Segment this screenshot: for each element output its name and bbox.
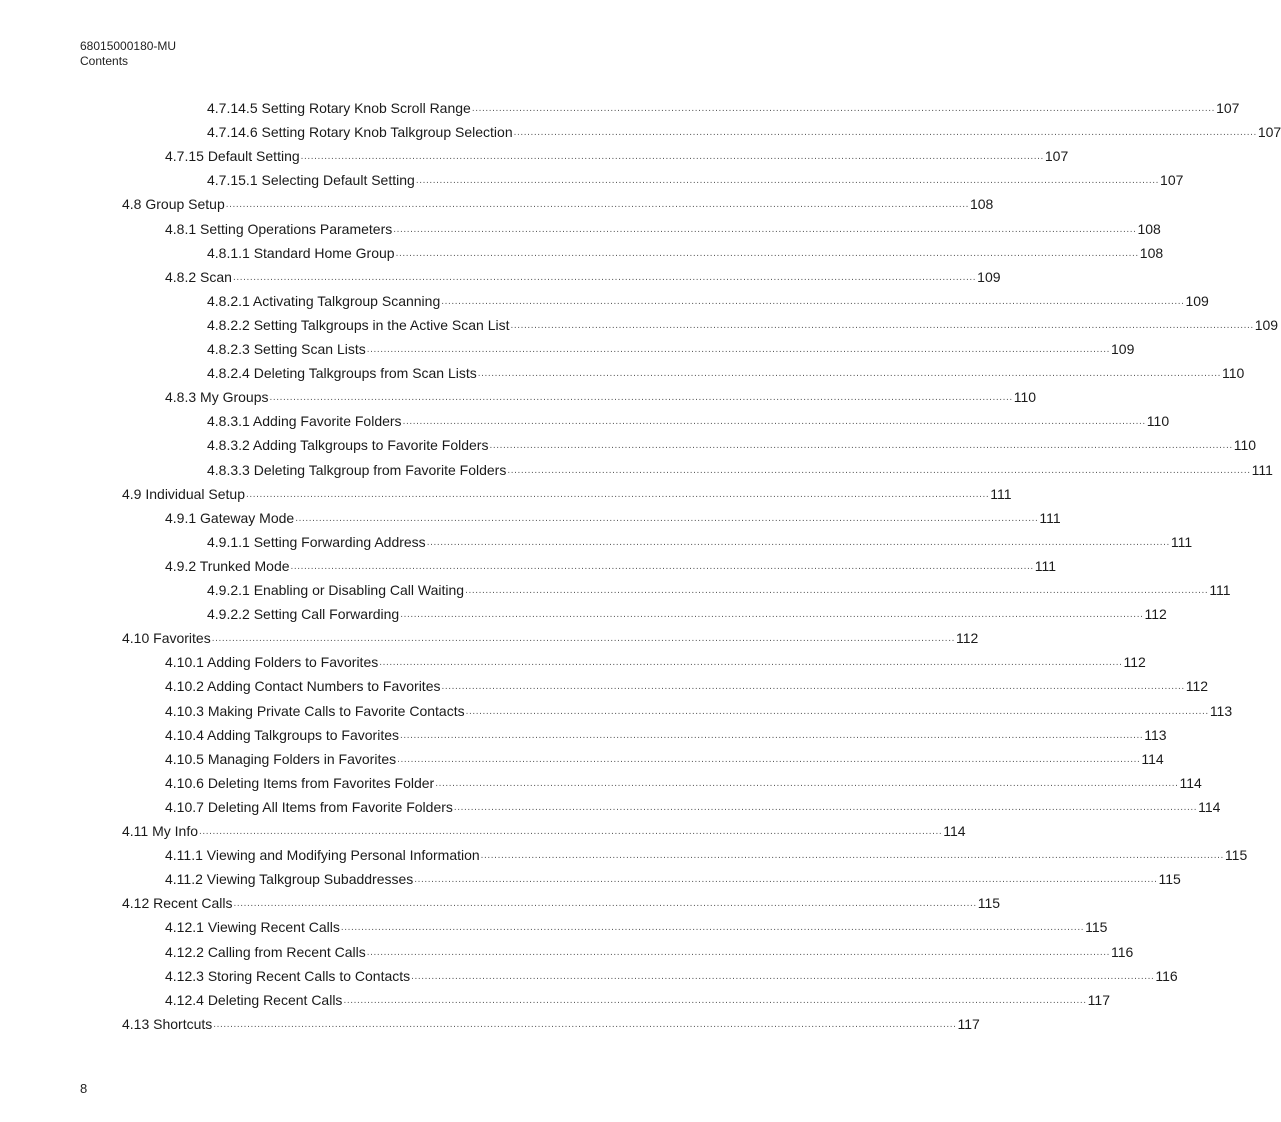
- toc-entry[interactable]: [165, 385, 1037, 409]
- toc-entry-page: 111: [1034, 557, 1057, 574]
- toc-entry[interactable]: [122, 1012, 980, 1036]
- toc-entry[interactable]: [165, 867, 1181, 891]
- toc-entry-title: 4.8.2 Scan: [165, 268, 232, 285]
- toc-entry[interactable]: [207, 433, 1257, 457]
- toc-entry-title: 4.11 My Info: [122, 823, 199, 839]
- toc-leader-dots: ............................................................................................................................................................................................................................: [415, 175, 1160, 187]
- toc-leader-dots: ............................................................................................................................................................................................................................: [414, 874, 1158, 886]
- toc-entry-page: 107: [1257, 124, 1281, 141]
- toc-entry[interactable]: [207, 168, 1184, 192]
- toc-leader-dots: ............................................................................................................................................................................................................................: [489, 440, 1233, 452]
- toc-entry-title: 4.10.4 Adding Talkgroups to Favorites: [165, 726, 400, 743]
- toc-entry-page: 114: [943, 823, 966, 839]
- toc-entry[interactable]: [165, 265, 1001, 289]
- toc-entry[interactable]: [207, 602, 1167, 626]
- toc-leader-dots: ............................................................................................................................................................................................................................: [510, 319, 1254, 331]
- toc-entry-page: 111: [1039, 509, 1061, 526]
- toc-entry-page: 117: [957, 1015, 980, 1032]
- toc-entry[interactable]: [207, 578, 1231, 602]
- toc-entry-title: 4.10.6 Deleting Items from Favorites Folder: [165, 774, 435, 791]
- toc-entry[interactable]: [165, 554, 1057, 578]
- toc-entry-title: 4.8.2.2 Setting Talkgroups in the Active Scan List: [207, 316, 510, 333]
- toc-entry-title: 4.11.1 Viewing and Modifying Personal Information: [165, 847, 480, 864]
- toc-entry-page: 108: [969, 196, 994, 213]
- toc-leader-dots: ............................................................................................................................................................................................................................: [480, 850, 1224, 862]
- toc-entry-title: 4.8.3 My Groups: [165, 389, 269, 406]
- toc-entry[interactable]: [122, 819, 966, 843]
- toc-entry-title: 4.10.3 Making Private Calls to Favorite Contacts: [165, 702, 465, 719]
- toc-entry[interactable]: [165, 843, 1248, 867]
- toc-entry[interactable]: [207, 530, 1193, 554]
- toc-entry-page: 109: [977, 268, 1001, 285]
- toc-entry-page: 112: [955, 630, 979, 647]
- toc-entry[interactable]: [165, 747, 1164, 771]
- toc-entry-page: 113: [1209, 702, 1233, 719]
- toc-entry[interactable]: [165, 650, 1146, 674]
- toc-entry[interactable]: [207, 337, 1135, 361]
- toc-entry-title: 4.12.2 Calling from Recent Calls: [165, 943, 366, 960]
- toc-leader-dots: ............................................................................................................................................................................................................................: [400, 729, 1144, 741]
- toc-entry[interactable]: [165, 217, 1161, 241]
- toc-entry-title: 4.12.3 Storing Recent Calls to Contacts: [165, 967, 411, 984]
- toc-entry-title: 4.12.4 Deleting Recent Calls: [165, 991, 343, 1008]
- toc-entry-page: 114: [1141, 750, 1164, 767]
- toc-leader-dots: ............................................................................................................................................................................................................................: [290, 560, 1034, 572]
- toc-leader-dots: ............................................................................................................................................................................................................................: [402, 416, 1146, 428]
- toc-entry[interactable]: [165, 674, 1209, 698]
- toc-entry[interactable]: [122, 482, 1012, 506]
- document-id: 68015000180-MU: [80, 39, 177, 53]
- toc-entry-page: 117: [1087, 991, 1110, 1008]
- toc-entry[interactable]: [165, 771, 1202, 795]
- toc-entry-title: 4.9 Individual Setup: [122, 485, 245, 502]
- toc-leader-dots: ............................................................................................................................................................................................................................: [441, 681, 1185, 693]
- toc-entry-title: 4.9.2.2 Setting Call Forwarding: [207, 606, 400, 623]
- toc-entry-page: 109: [1111, 341, 1135, 357]
- section-title: Contents: [80, 54, 129, 68]
- toc-leader-dots: ............................................................................................................................................................................................................................: [199, 826, 943, 837]
- toc-leader-dots: ............................................................................................................................................................................................................................: [465, 585, 1209, 596]
- toc-entry-title: 4.9.2.1 Enabling or Disabling Call Waiting: [207, 582, 465, 598]
- toc-entry-title: 4.13 Shortcuts: [122, 1015, 213, 1032]
- toc-entry-page: 109: [1254, 316, 1279, 333]
- toc-entry[interactable]: [207, 313, 1279, 337]
- toc-entry-title: 4.8.3.2 Adding Talkgroups to Favorite Folders: [207, 437, 489, 454]
- toc-entry-title: 4.12.1 Viewing Recent Calls: [165, 919, 340, 936]
- toc-entry-page: 116: [1155, 967, 1178, 984]
- toc-leader-dots: ............................................................................................................................................................................................................................: [300, 151, 1044, 163]
- toc-entry-page: 114: [1198, 798, 1221, 815]
- toc-entry[interactable]: [165, 940, 1134, 964]
- toc-leader-dots: ............................................................................................................................................................................................................................: [400, 609, 1144, 621]
- toc-entry-title: 4.8.1.1 Standard Home Group: [207, 244, 395, 261]
- toc-entry-title: 4.7.14.5 Setting Rotary Knob Scroll Range: [207, 100, 471, 116]
- toc-entry-page: 110: [1146, 413, 1170, 430]
- toc-leader-dots: ............................................................................................................................................................................................................................: [233, 898, 977, 910]
- toc-entry[interactable]: [207, 120, 1281, 144]
- toc-entry-page: 112: [1123, 654, 1146, 671]
- toc-entry-page: 110: [1233, 437, 1257, 454]
- toc-entry-title: 4.8.3.1 Adding Favorite Folders: [207, 413, 402, 430]
- toc-entry-page: 107: [1044, 148, 1069, 165]
- toc-entry[interactable]: [207, 458, 1273, 482]
- toc-entry[interactable]: [165, 144, 1069, 168]
- toc-entry[interactable]: [165, 915, 1108, 939]
- toc-entry-page: 115: [1224, 847, 1248, 864]
- toc-leader-dots: ............................................................................................................................................................................................................................: [395, 247, 1139, 259]
- toc-leader-dots: ............................................................................................................................................................................................................................: [245, 488, 990, 500]
- toc-entry[interactable]: [122, 891, 1001, 915]
- toc-entry-title: 4.9.1.1 Setting Forwarding Address: [207, 533, 426, 550]
- toc-entry[interactable]: [207, 241, 1164, 265]
- toc-entry-title: 4.11.2 Viewing Talkgroup Subaddresses: [165, 871, 414, 888]
- toc-entry-page: 116: [1111, 943, 1134, 960]
- toc-entry-title: 4.10.2 Adding Contact Numbers to Favorites: [165, 678, 441, 695]
- toc-entry-page: 112: [1185, 678, 1209, 695]
- toc-entry-title: 4.8.2.4 Deleting Talkgroups from Scan Lists: [207, 365, 477, 382]
- toc-entry[interactable]: [207, 96, 1240, 120]
- toc-leader-dots: ............................................................................................................................................................................................................................: [340, 922, 1085, 934]
- toc-entry[interactable]: [207, 289, 1209, 313]
- toc-entry-page: 110: [1013, 389, 1037, 406]
- toc-entry-title: 4.8 Group Setup: [122, 196, 225, 213]
- toc-leader-dots: ............................................................................................................................................................................................................................: [465, 705, 1209, 717]
- toc-leader-dots: ............................................................................................................................................................................................................................: [426, 536, 1170, 548]
- toc-entry-page: 109: [1185, 292, 1209, 309]
- toc-entry-page: 107: [1160, 172, 1184, 189]
- toc-leader-dots: ............................................................................................................................................................................................................................: [269, 392, 1013, 404]
- page-number: 8: [80, 1081, 88, 1096]
- toc-leader-dots: ............................................................................................................................................................................................................................: [232, 271, 977, 283]
- toc-entry[interactable]: [165, 723, 1167, 747]
- toc-entry-page: 108: [1137, 220, 1161, 237]
- toc-entry-page: 107: [1216, 100, 1240, 116]
- toc-entry-page: 113: [1144, 726, 1167, 743]
- toc-entry[interactable]: [122, 626, 979, 650]
- toc-entry-page: 114: [1179, 774, 1202, 791]
- toc-entry-title: 4.7.14.6 Setting Rotary Knob Talkgroup Selection: [207, 124, 513, 141]
- toc-leader-dots: ............................................................................................................................................................................................................................: [471, 103, 1216, 114]
- toc-entry-page: 110: [1222, 365, 1245, 382]
- page-header: [80, 39, 176, 69]
- toc-leader-dots: ............................................................................................................................................................................................................................: [411, 970, 1155, 982]
- toc-entry-page: 112: [1144, 606, 1167, 623]
- toc-leader-dots: ............................................................................................................................................................................................................................: [507, 464, 1251, 476]
- toc-entry-title: 4.12 Recent Calls: [122, 895, 233, 912]
- toc-leader-dots: ............................................................................................................................................................................................................................: [366, 344, 1110, 355]
- toc-leader-dots: ............................................................................................................................................................................................................................: [379, 657, 1123, 669]
- toc-entry-title: 4.7.15 Default Setting: [165, 148, 300, 165]
- toc-leader-dots: ............................................................................................................................................................................................................................: [435, 777, 1179, 789]
- toc-leader-dots: ............................................................................................................................................................................................................................: [211, 633, 955, 645]
- toc-entry-page: 111: [1170, 533, 1193, 550]
- toc-entry-title: 4.10.1 Adding Folders to Favorites: [165, 654, 379, 671]
- toc-leader-dots: ............................................................................................................................................................................................................................: [366, 946, 1110, 958]
- toc-leader-dots: ............................................................................................................................................................................................................................: [213, 1018, 957, 1030]
- toc-leader-dots: ............................................................................................................................................................................................................................: [397, 753, 1141, 765]
- toc-entry[interactable]: [165, 506, 1061, 530]
- toc-entry-page: 111: [1251, 461, 1273, 478]
- toc-entry-page: 111: [1209, 582, 1231, 598]
- toc-leader-dots: ............................................................................................................................................................................................................................: [225, 199, 969, 211]
- toc-entry[interactable]: [165, 964, 1178, 988]
- toc-entry-title: 4.9.2 Trunked Mode: [165, 557, 290, 574]
- toc-entry-title: 4.8.1 Setting Operations Parameters: [165, 220, 393, 237]
- toc-leader-dots: ............................................................................................................................................................................................................................: [453, 801, 1198, 813]
- toc-leader-dots: ............................................................................................................................................................................................................................: [295, 512, 1039, 524]
- toc-entry[interactable]: [207, 409, 1170, 433]
- toc-entry-title: 4.9.1 Gateway Mode: [165, 509, 295, 526]
- toc-entry-title: 4.10 Favorites: [122, 630, 211, 647]
- toc-entry-title: 4.10.7 Deleting All Items from Favorite Folders: [165, 798, 453, 815]
- toc-entry-title: 4.8.2.1 Activating Talkgroup Scanning: [207, 292, 441, 309]
- toc-entry-title: 4.8.2.3 Setting Scan Lists: [207, 341, 366, 357]
- toc-leader-dots: ............................................................................................................................................................................................................................: [441, 295, 1185, 307]
- toc-leader-dots: ............................................................................................................................................................................................................................: [343, 994, 1087, 1006]
- toc-leader-dots: ............................................................................................................................................................................................................................: [513, 127, 1257, 139]
- toc-entry[interactable]: [207, 361, 1245, 385]
- toc-entry-page: 115: [1158, 871, 1181, 888]
- toc-entry[interactable]: [165, 988, 1110, 1012]
- toc-entry-page: 115: [1085, 919, 1108, 936]
- toc-entry[interactable]: [165, 795, 1221, 819]
- toc-entry-page: 111: [990, 485, 1012, 502]
- toc-entry-title: 4.7.15.1 Selecting Default Setting: [207, 172, 415, 189]
- toc-entry-page: 108: [1139, 244, 1164, 261]
- toc-leader-dots: ............................................................................................................................................................................................................................: [477, 368, 1222, 380]
- toc-entry-title: 4.8.3.3 Deleting Talkgroup from Favorite Folders: [207, 461, 507, 478]
- toc-entry[interactable]: [122, 192, 994, 216]
- toc-entry-title: 4.10.5 Managing Folders in Favorites: [165, 750, 397, 767]
- toc-leader-dots: ............................................................................................................................................................................................................................: [393, 223, 1137, 235]
- toc-entry-page: 115: [977, 895, 1001, 912]
- toc-entry[interactable]: [165, 699, 1233, 723]
